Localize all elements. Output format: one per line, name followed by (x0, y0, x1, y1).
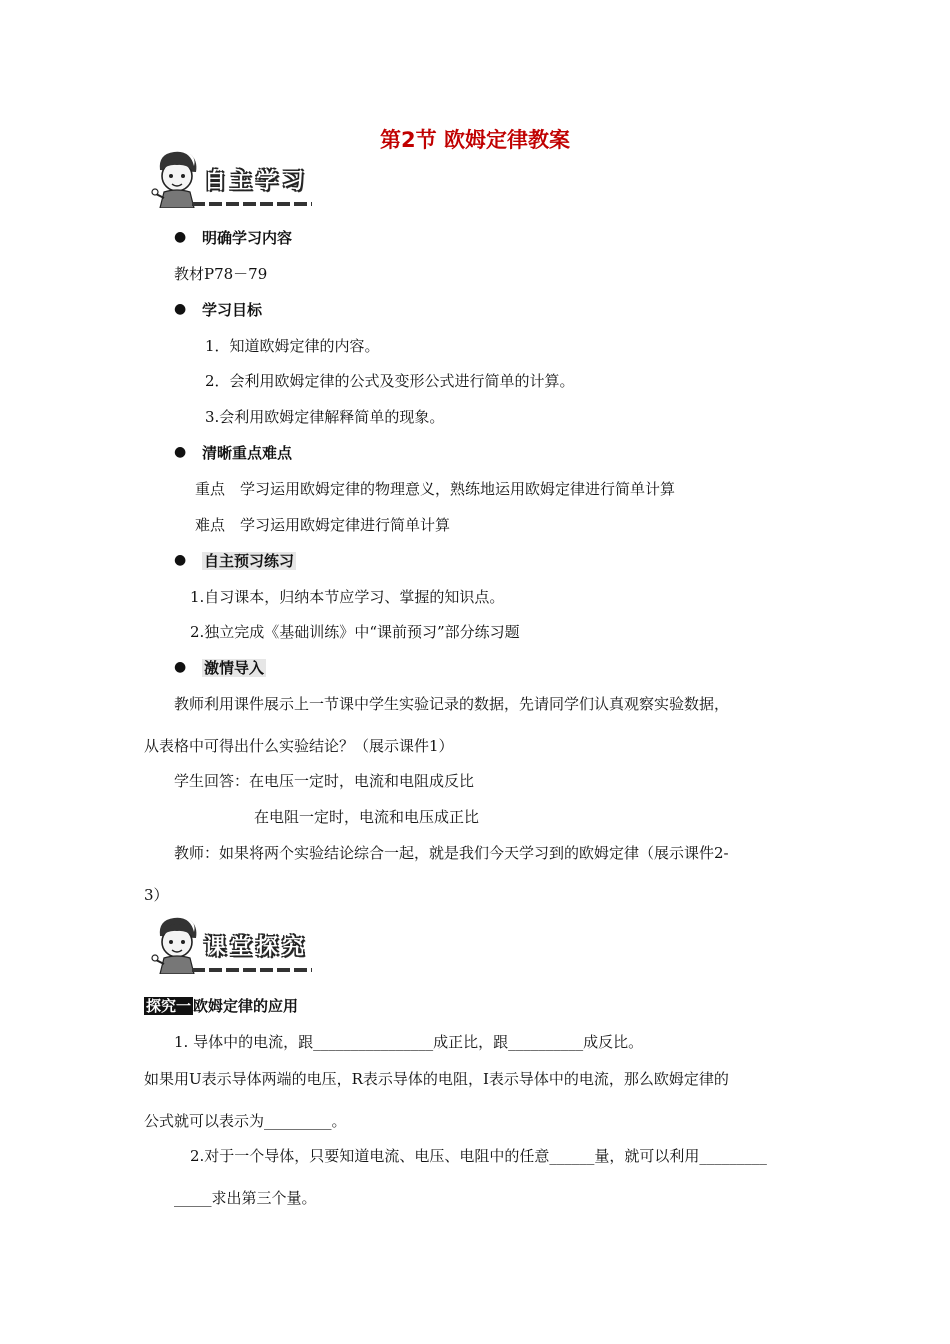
question-line: 2.对于一个导体，只要知道电流、电压、电阻中的任意______量，就可以利用_________ (190, 1147, 767, 1165)
banner-label: 自主学习 (204, 169, 309, 194)
self-study-banner (150, 148, 325, 212)
section-heading-text: 激情导入 (204, 659, 265, 677)
section-heading: 明确学习内容 (202, 229, 293, 247)
bullet-icon: ● (174, 229, 187, 245)
objective-item: 2．会利用欧姆定律的公式及变形公式进行简单的计算。 (205, 372, 575, 390)
banner-label: 课堂探究 (204, 935, 309, 960)
banner-underline (192, 968, 312, 972)
textbook-range: 教材P78－79 (174, 265, 268, 283)
bullet-icon: ● (174, 444, 187, 460)
question-line: 公式就可以表示为_________。 (144, 1112, 347, 1130)
section-heading-text: 自主预习练习 (204, 552, 295, 570)
section-heading: 学习目标 (202, 301, 263, 319)
class-explore-banner (150, 914, 330, 978)
section-heading: 清晰重点难点 (202, 444, 293, 462)
teacher-paragraph-line: 3） (144, 886, 169, 904)
preview-item: 2.独立完成《基础训练》中“课前预习”部分练习题 (190, 623, 520, 641)
section-heading (202, 657, 266, 678)
student-answer: 学生回答：在电压一定时，电流和电阻成反比 (174, 772, 475, 790)
intro-paragraph-line: 教师利用课件展示上一节课中学生实验记录的数据，先请同学们认真观察实验数据， (174, 695, 730, 713)
question-line: 如果用U表示导体两端的电压，R表示导体的电阻，I表示导体中的电流，那么欧姆定律的 (144, 1070, 729, 1088)
question-line: _____求出第三个量。 (174, 1189, 317, 1207)
objective-item: 1．知道欧姆定律的内容。 (205, 337, 380, 355)
preview-item: 1.自习课本，归纳本节应学习、掌握的知识点。 (190, 588, 505, 606)
objective-item: 3.会利用欧姆定律解释简单的现象。 (205, 408, 445, 426)
student-answer: 在电阻一定时，电流和电压成正比 (254, 808, 480, 826)
explore-title: 欧姆定律的应用 (193, 997, 299, 1015)
question-line: 1. 导体中的电流，跟________________成正比，跟__________成反比。 (174, 1033, 644, 1051)
banner-underline (192, 202, 312, 206)
teacher-paragraph-line: 教师：如果将两个实验结论综合一起，就是我们今天学习到的欧姆定律（展示课件2- (174, 844, 729, 862)
explore-tag: 探究一 (146, 997, 192, 1015)
difficult-point: 难点 学习运用欧姆定律进行简单计算 (195, 516, 451, 534)
bullet-icon: ● (174, 552, 187, 568)
bullet-icon: ● (174, 659, 187, 675)
key-point: 重点 学习运用欧姆定律的物理意义，熟练地运用欧姆定律进行简单计算 (195, 480, 676, 498)
bullet-icon: ● (174, 301, 187, 317)
section-heading (202, 550, 296, 571)
page-title: 第2节 欧姆定律教案 (380, 128, 570, 152)
intro-paragraph-line: 从表格中可得出什么实验结论？（展示课件1） (144, 737, 454, 755)
explore-heading (144, 995, 298, 1016)
